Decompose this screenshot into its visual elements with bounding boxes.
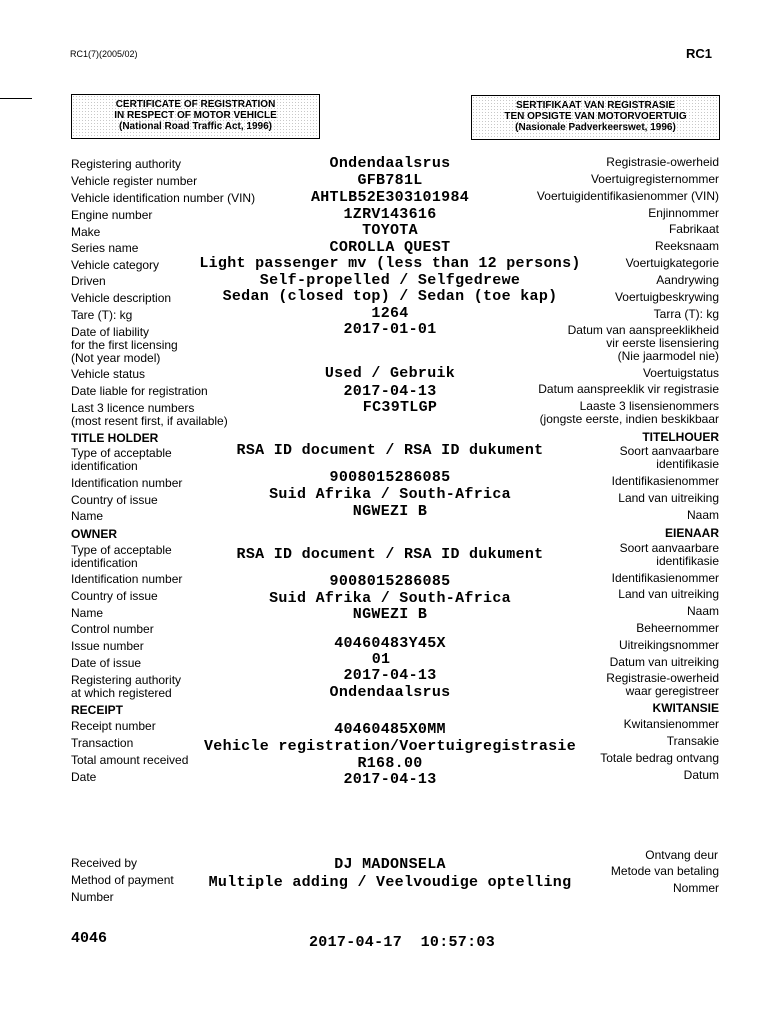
footer-timestamp: 2017-04-17 10:57:03 xyxy=(308,934,496,951)
label-af-number: Nommer xyxy=(672,881,719,895)
label-amount: Total amount received xyxy=(71,753,189,767)
label-date-issue: Date of issue xyxy=(71,656,142,670)
label-licence-line1: Last 3 licence numbers xyxy=(71,401,195,415)
label-af-th-name: Naam xyxy=(686,508,719,522)
label-tare: Tare (T): kg xyxy=(71,308,133,322)
label-af-category: Voertuigkategorie xyxy=(625,256,719,270)
title-en-line3: (National Road Traffic Act, 1996) xyxy=(119,121,272,132)
label-category: Vehicle category xyxy=(71,258,160,272)
label-receipt-date: Date xyxy=(71,770,97,784)
value-th-id-type: RSA ID document / RSA ID dukument xyxy=(236,442,544,459)
title-af-line3: (Nasionale Padverkeerswet, 1996) xyxy=(515,122,676,133)
label-af-control-number: Beheernommer xyxy=(636,621,719,635)
label-th-id-number: Identification number xyxy=(71,476,183,490)
label-series: Series name xyxy=(71,241,139,255)
label-af-amount: Totale bedrag ontvang xyxy=(600,751,719,765)
label-ow-id-type-line1: Type of acceptable xyxy=(71,543,172,557)
value-ow-id-number: 9008015286085 xyxy=(329,573,451,590)
label-af-register-number: Voertuigregisternommer xyxy=(590,172,719,186)
heading-receipt: RECEIPT xyxy=(71,703,124,717)
heading-af-owner: EIENAAR xyxy=(664,526,719,540)
value-liability: 2017-01-01 xyxy=(343,321,437,338)
value-driven: Self-propelled / Selfgedrewe xyxy=(259,272,521,289)
value-th-id-number: 9008015286085 xyxy=(329,469,451,486)
label-status: Vehicle status xyxy=(71,367,146,381)
label-af-ow-id-type-line2: identifikasie xyxy=(656,554,719,568)
label-af-ow-country: Land van uitreiking xyxy=(618,587,719,601)
label-af-registering-authority: Registrasie-owerheid xyxy=(606,155,719,169)
label-licence-line2: (most resent first, if available) xyxy=(71,414,228,428)
value-amount: R168.00 xyxy=(357,755,423,772)
heading-owner: OWNER xyxy=(71,527,117,541)
label-reg-authority-line2: at which registered xyxy=(71,686,172,700)
label-th-name: Name xyxy=(71,509,104,523)
label-af-ow-id-number: Identifikasienommer xyxy=(611,571,719,585)
value-make: TOYOTA xyxy=(362,222,418,239)
value-control-number: 40460483Y45X xyxy=(334,635,446,652)
value-date-liable: 2017-04-13 xyxy=(343,383,437,400)
label-af-th-id-type-line2: identifikasie xyxy=(656,457,719,471)
heading-title-holder: TITLE HOLDER xyxy=(71,431,159,445)
heading-af-title-holder: TITELHOUER xyxy=(642,430,719,444)
label-af-description: Voertuigbeskrywing xyxy=(614,290,719,304)
label-af-liability-line3: (Nie jaarmodel nie) xyxy=(617,349,719,363)
title-en-line2: IN RESPECT OF MOTOR VEHICLE xyxy=(114,110,277,121)
value-register-number: GFB781L xyxy=(357,172,423,189)
label-af-tare: Tarra (T): kg xyxy=(653,307,719,321)
heading-af-receipt: KWITANSIE xyxy=(652,701,719,715)
value-registering-authority: Ondendaalsrus xyxy=(329,155,451,172)
label-af-transaction: Transakie xyxy=(666,734,719,748)
label-reg-authority-line1: Registering authority xyxy=(71,673,182,687)
value-tare: 1264 xyxy=(371,305,409,322)
title-box-afrikaans xyxy=(471,95,720,140)
margin-mark xyxy=(0,98,32,99)
value-ow-country: Suid Afrika / South-Africa xyxy=(269,590,511,607)
label-liability-line3: (Not year model) xyxy=(71,351,161,365)
value-issue-number: 01 xyxy=(371,651,391,668)
value-receipt-number: 40460485X0MM xyxy=(334,721,446,738)
label-licence xyxy=(71,402,228,428)
label-af-ow-name: Naam xyxy=(686,604,719,618)
form-id: RC1 xyxy=(685,46,712,61)
label-description: Vehicle description xyxy=(71,291,172,305)
label-af-reg-authority-line2: waar geregistreer xyxy=(625,684,719,698)
label-driven: Driven xyxy=(71,274,106,288)
label-af-received-by: Ontvang deur xyxy=(645,848,718,862)
label-ow-id-type xyxy=(71,544,172,570)
label-liability-line1: Date of liability xyxy=(71,325,150,339)
label-register-number: Vehicle register number xyxy=(71,174,198,188)
value-th-country: Suid Afrika / South-Africa xyxy=(269,486,511,503)
title-af-line2: TEN OPSIGTE VAN MOTORVOERTUIG xyxy=(504,111,687,122)
label-af-th-id-number: Identifikasienommer xyxy=(611,474,719,488)
value-description: Sedan (closed top) / Sedan (toe kap) xyxy=(222,288,558,305)
label-th-id-type-line1: Type of acceptable xyxy=(71,446,172,460)
title-en-line1: CERTIFICATE OF REGISTRATION xyxy=(115,99,276,110)
label-ow-country: Country of issue xyxy=(71,589,158,603)
label-af-th-id-type xyxy=(620,445,719,471)
value-category: Light passenger mv (less than 12 persons) xyxy=(199,255,581,272)
value-method: Multiple adding / Veelvoudige optelling xyxy=(208,874,572,891)
label-af-series: Reeksnaam xyxy=(654,239,719,253)
label-af-th-id-type-line1: Soort aanvaarbare xyxy=(619,444,719,458)
label-liability xyxy=(71,326,178,365)
label-method: Method of payment xyxy=(71,873,174,887)
label-af-date-issue: Datum van uitreiking xyxy=(609,655,719,669)
label-af-ow-id-type-line1: Soort aanvaarbare xyxy=(619,541,719,555)
value-reg-authority: Ondendaalsrus xyxy=(329,684,451,701)
label-af-engine: Enjinnommer xyxy=(648,206,719,220)
label-af-reg-authority xyxy=(606,672,719,698)
label-liability-line2: for the first licensing xyxy=(71,338,178,352)
label-af-receipt-number: Kwitansienommer xyxy=(623,717,719,731)
label-registering-authority: Registering authority xyxy=(71,157,182,171)
label-af-liability-line2: vir eerste lisensiering xyxy=(606,336,719,350)
value-status: Used / Gebruik xyxy=(324,365,456,382)
label-date-liable: Date liable for registration xyxy=(71,384,208,398)
label-af-licence-line1: Laaste 3 lisensienommers xyxy=(579,399,719,413)
label-af-method: Metode van betaling xyxy=(610,864,719,878)
label-af-date-liable: Datum aanspreeklik vir registrasie xyxy=(538,382,719,396)
label-af-liability-line1: Datum van aanspreeklikheid xyxy=(567,323,719,337)
value-receipt-date: 2017-04-13 xyxy=(343,771,437,788)
footer-code: 4046 xyxy=(71,930,108,947)
label-af-th-country: Land van uitreiking xyxy=(618,491,719,505)
label-th-country: Country of issue xyxy=(71,493,158,507)
label-af-status: Voertuigstatus xyxy=(642,366,719,380)
label-transaction: Transaction xyxy=(71,736,134,750)
value-received-by: DJ MADONSELA xyxy=(334,856,446,873)
label-af-ow-id-type xyxy=(620,542,719,568)
label-af-driven: Aandrywing xyxy=(656,273,719,287)
value-vin: AHTLB52E303101984 xyxy=(310,189,470,206)
label-receipt-number: Receipt number xyxy=(71,719,156,733)
label-control-number: Control number xyxy=(71,622,154,636)
title-af-line1: SERTIFIKAAT VAN REGISTRASIE xyxy=(515,100,676,111)
label-reg-authority xyxy=(71,674,181,700)
value-engine: 1ZRV143616 xyxy=(343,206,437,223)
label-vin: Vehicle identification number (VIN) xyxy=(71,191,256,205)
value-transaction: Vehicle registration/Voertuigregistrasie xyxy=(203,738,577,755)
label-af-receipt-date: Datum xyxy=(683,768,719,782)
label-af-licence-line2: (jongste eerste, indien beskikbaar xyxy=(539,412,719,426)
label-af-liability xyxy=(568,324,719,363)
value-date-issue: 2017-04-13 xyxy=(343,667,437,684)
label-ow-name: Name xyxy=(71,606,104,620)
value-licence: FC39TLGP xyxy=(362,399,438,416)
label-ow-id-number: Identification number xyxy=(71,572,183,586)
value-series: COROLLA QUEST xyxy=(329,239,451,256)
label-af-make: Fabrikaat xyxy=(668,222,719,236)
title-box-english xyxy=(71,94,320,139)
label-ow-id-type-line2: identification xyxy=(71,556,138,570)
label-make: Make xyxy=(71,225,101,239)
label-af-issue-number: Uitreikingsnommer xyxy=(618,638,719,652)
label-issue-number: Issue number xyxy=(71,639,144,653)
value-ow-id-type: RSA ID document / RSA ID dukument xyxy=(236,546,544,563)
value-ow-name: NGWEZI B xyxy=(352,606,428,623)
value-th-name: NGWEZI B xyxy=(352,503,428,520)
label-af-licence xyxy=(540,400,719,426)
label-number: Number xyxy=(71,890,114,904)
label-af-vin: Voertuigidentifikasienommer (VIN) xyxy=(536,189,719,203)
label-received-by: Received by xyxy=(71,856,138,870)
label-th-id-type-line2: identification xyxy=(71,459,138,473)
form-code: RC1(7)(2005/02) xyxy=(70,49,138,59)
label-th-id-type xyxy=(71,447,172,473)
label-af-reg-authority-line1: Registrasie-owerheid xyxy=(606,671,719,685)
label-engine: Engine number xyxy=(71,208,153,222)
